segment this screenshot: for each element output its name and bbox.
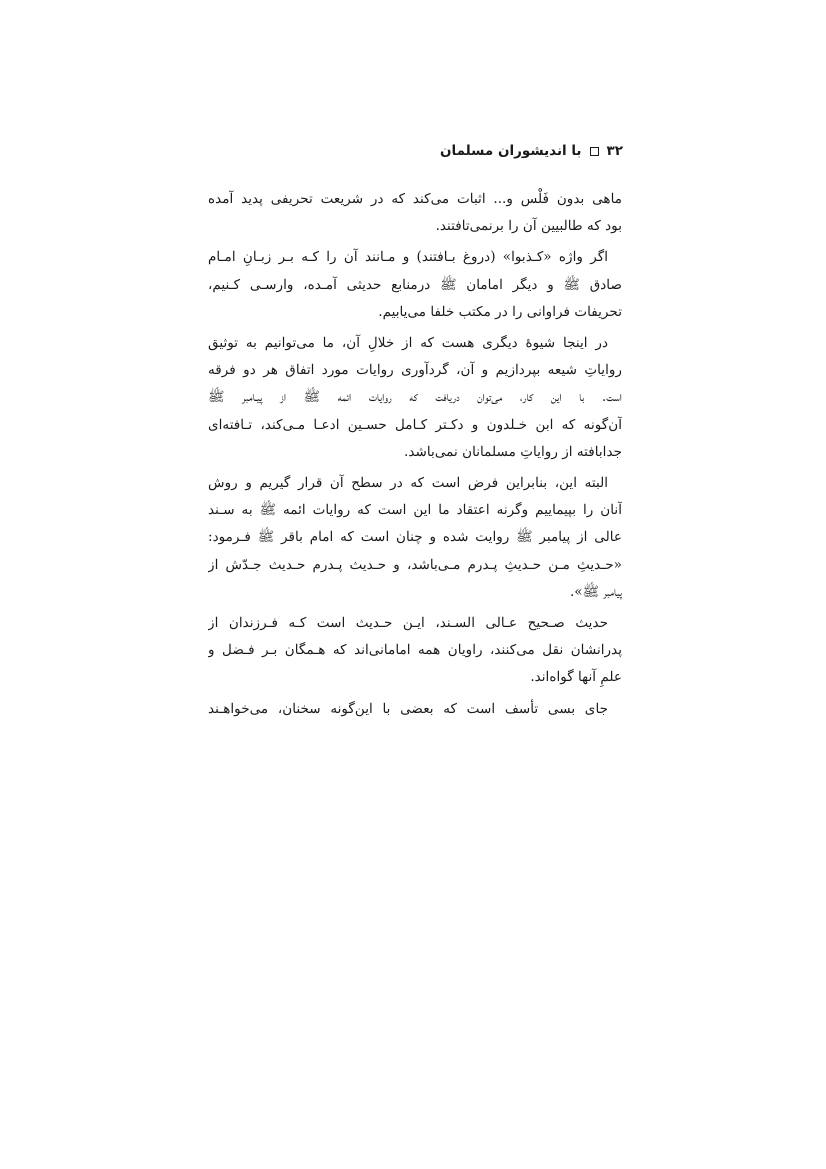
text-line: جدابافته از روایاتِ مسلمانان نمی‌باشد.	[404, 443, 622, 460]
body-text	[208, 186, 622, 723]
text-line: البته این، بنابراین فرض است که در سطح آن قرار گیریم و روش	[208, 475, 608, 492]
text-line: آنان را بپیماییم وگرنه اعتقاد ما این است که روایات ائمه ﷺ به سـند	[208, 502, 622, 519]
text-line: پدرانشان نقل می‌کنند، راویان همه امامانی‌اند که هـمگان بـر فـضل و	[208, 642, 622, 659]
book-title: با اندیشوران مسلمان	[440, 143, 582, 159]
text-line: است. با این کار، می‌توان دریافت که روایات ائمه ﷺ از پیـامبر ﷺ	[208, 389, 622, 406]
running-header	[203, 143, 623, 159]
text-line: اگر واژه «کـذبوا» (دروغ بـافتند) و مـانند آن را کـه بـر زبـانِ امـام	[208, 249, 608, 266]
text-line: عالی از پیامبر ﷺ روایت شده و چنان است که امام باقر ﷺ فـرمود:	[208, 529, 622, 546]
text-line: آن‌گونه که ابن خـلدون و دکـتر کـامل حسـین ادعـا مـی‌کند، تـافته‌ای	[208, 416, 622, 433]
text-line: علمِ آنها گواه‌اند.	[530, 669, 622, 686]
text-line: پیامبر ﷺ».	[569, 583, 622, 600]
square-bullet-icon	[590, 147, 599, 156]
text-line: بود که طالبیین آن را برنمی‌تافتند.	[435, 218, 622, 235]
text-line: حدیث صـحیح عـالی السـند، ایـن حـدیث است کـه فـرزندان از	[208, 615, 608, 632]
text-line: روایاتِ شیعه بپردازیم و آن، گردآوری روایات مورد اتفاق هر دو فرقه	[208, 362, 622, 379]
page-number: ۳۲	[606, 143, 623, 159]
text-line: ماهی بدون فَلْس و... اثبات می‌کند که در شریعت تحریفی پدید آمده	[208, 191, 622, 207]
text-line: در اینجا شیوهٔ دیگری هست که از خلالِ آن، ما می‌توانیم به توثیق	[208, 335, 608, 352]
text-line: «حـدیثِ مـن حـدیثِ پـدرم مـی‌باشد، و حـدیث پـدرم حـدیث جـدّش از	[208, 556, 622, 573]
text-line: تحریفات فراوانی را در مکتب خلفا می‌یابیم.	[378, 303, 622, 320]
text-line: صادق ﷺ و دیگر امامان ﷺ درمنابع حدیثی آمـده، وارسـی کـنیم،	[208, 276, 622, 293]
text-line: جای بسی تأسف است که بعضی با این‌گونه سخنان، می‌خواهـند	[208, 700, 608, 717]
